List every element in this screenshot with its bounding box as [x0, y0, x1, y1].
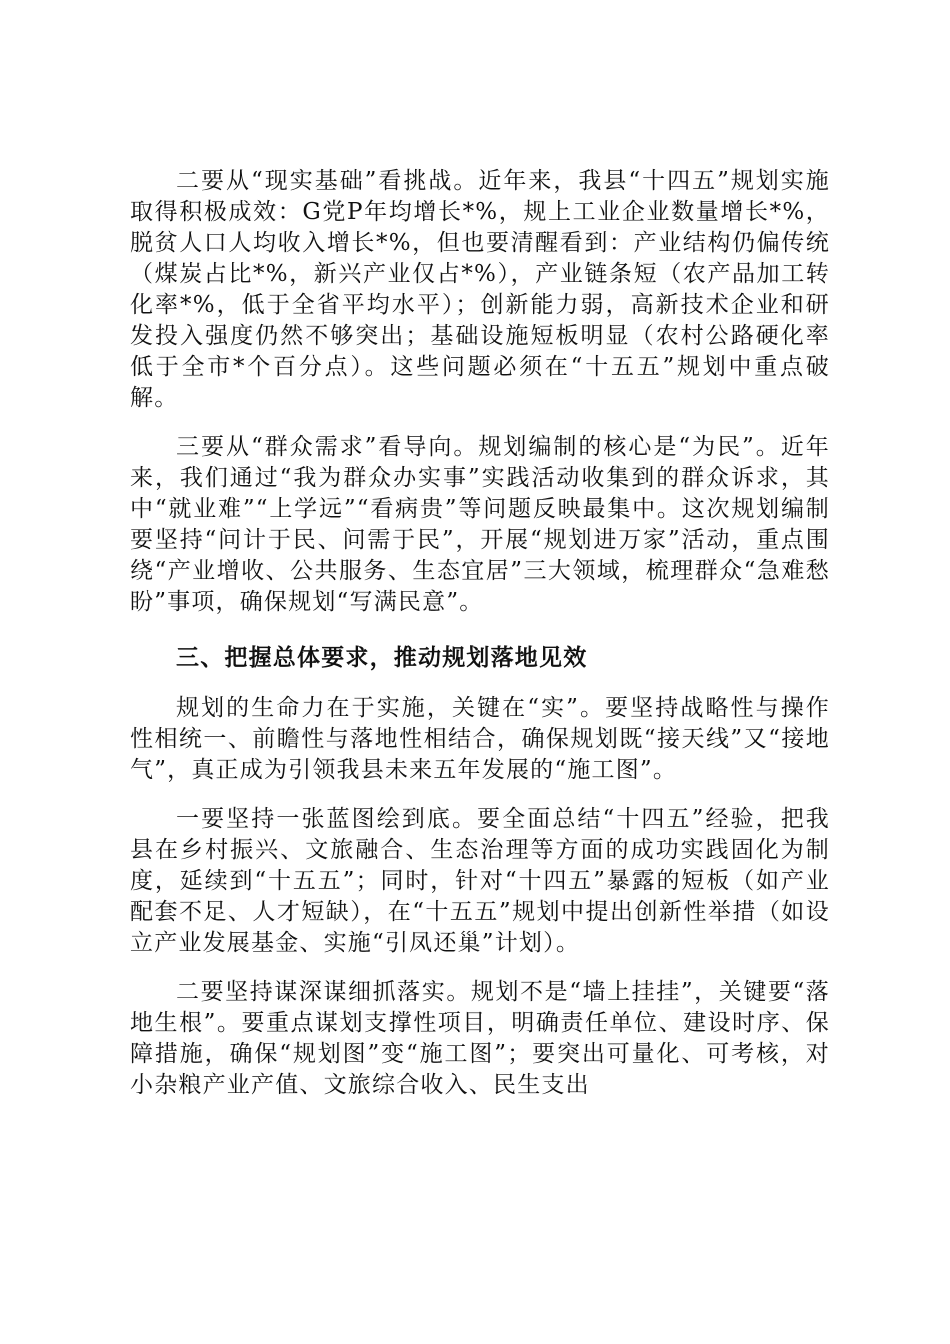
section-heading: 三、把握总体要求，推动规划落地见效 — [176, 644, 588, 671]
paragraph-implementation-detail: 二要坚持谋深谋细抓落实。规划不是“墙上挂挂”，关键要“落地生根”。要重点谋划支撑性项目，明确责任单位、建设时序、保障措施，确保“规划图”变“施工图”；要突出可量化、可考核，对小杂粮产业产值、文旅综合收入、民生支出 — [130, 979, 830, 1098]
paragraph-one-blueprint: 一要坚持一张蓝图绘到底。要全面总结“十四五”经验，把我县在乡村振兴、文旅融合、生态治理等方面的成功实践固化为制度，延续到“十五五”；同时，针对“十四五”暴露的短板（如产业配套不足、人才短缺），在“十五五”规划中提出创新性举措（如设立产业发展基金、实施“引凤还巢”计划）。 — [130, 806, 830, 956]
paragraph-public-needs: 三要从“群众需求”看导向。规划编制的核心是“为民”。近年来，我们通过“我为群众办实事”实践活动收集到的群众诉求，其中“就业难”“上学远”“看病贵”等问题反映最集中。这次规划编制要坚持“问计于民、问需于民”，开展“规划进万家”活动，重点围绕“产业增收、公共服务、生态宜居”三大领域，梳理群众“急难愁盼”事项，确保规划“写满民意”。 — [130, 434, 830, 615]
paragraph-implementation: 规划的生命力在于实施，关键在“实”。要坚持战略性与操作性相统一、前瞻性与落地性相结合，确保规划既“接天线”又“接地气”，真正成为引领我县未来五年发展的“施工图”。 — [130, 695, 830, 783]
document-page — [130, 166, 830, 1101]
paragraph-challenges: 二要从“现实基础”看挑战。近年来，我县“十四五”规划实施取得积极成效：G党P年均增长*%，规上工业企业数量增长*%，脱贫人口人均收入增长*%，但也要清醒看到：产业结构仍偏传统（煤炭占比*%，新兴产业仅占*%），产业链条短（农产品加工转化率*%，低于全省平均水平）；创新能力弱，高新技术企业和研发投入强度仍然不够突出；基础设施短板明显（农村公路硬化率低于全市*个百分点）。这些问题必须在“十五五”规划中重点破解。 — [130, 168, 830, 411]
